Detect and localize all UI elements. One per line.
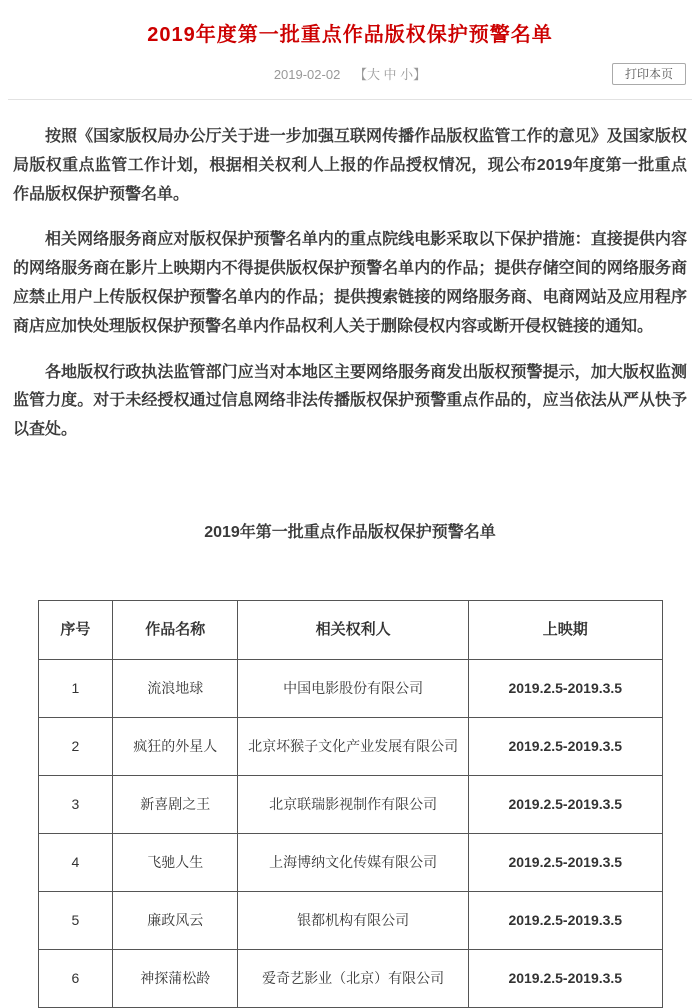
cell-release-period: 2019.2.5-2019.3.5 xyxy=(469,834,662,892)
table-row xyxy=(38,950,662,1008)
cell-rights-holder: 银都机构有限公司 xyxy=(238,892,469,950)
publish-date: 2019-02-02 xyxy=(273,67,341,82)
column-header-no: 序号 xyxy=(38,600,113,660)
cell-title: 飞驰人生 xyxy=(113,834,238,892)
cell-no: 3 xyxy=(38,776,113,834)
table-row xyxy=(38,834,662,892)
cell-rights-holder: 北京坏猴子文化产业发展有限公司 xyxy=(238,718,469,776)
column-header-title: 作品名称 xyxy=(113,600,238,660)
article-paragraph-1: 按照《国家版权局办公厅关于进一步加强互联网传播作品版权监管工作的意见》及国家版权局版权重点监管工作计划，根据相关权利人上报的作品授权情况，现公布2019年度第一批重点作品版权保护预警名单。 xyxy=(13,128,687,203)
cell-title: 流浪地球 xyxy=(113,660,238,718)
table-header-row xyxy=(38,600,662,660)
cell-title: 疯狂的外星人 xyxy=(113,718,238,776)
cell-title: 神探蒲松龄 xyxy=(113,950,238,1008)
cell-release-period: 2019.2.5-2019.3.5 xyxy=(469,718,662,776)
page-title: 2019年度第一批重点作品版权保护预警名单 xyxy=(147,24,553,46)
copyright-warning-table xyxy=(38,600,663,1008)
table-caption: 2019年第一批重点作品版权保护预警名单 xyxy=(204,523,496,541)
cell-title: 新喜剧之王 xyxy=(113,776,238,834)
article-paragraph-2: 相关网络服务商应对版权保护预警名单内的重点院线电影采取以下保护措施：直接提供内容的网络服务商在影片上映期内不得提供版权保护预警名单内的作品；提供存储空间的网络服务商应禁止用户上传版权保护预警名单内的作品；提供搜索链接的网络服务商、电商网站及应用程序商店应加快处理版权保护预警名单内作品权利人关于删除侵权内容或断开侵权链接的通知。 xyxy=(13,231,687,335)
column-header-release-period: 上映期 xyxy=(469,600,662,660)
cell-no: 4 xyxy=(38,834,113,892)
article-paragraph-3: 各地版权行政执法监管部门应当对本地区主要网络服务商发出版权预警提示，加大版权监测监管力度。对于未经授权通过信息网络非法传播版权保护预警重点作品的，应当依法从严从快予以查处。 xyxy=(13,363,687,439)
cell-release-period: 2019.2.5-2019.3.5 xyxy=(469,776,662,834)
cell-rights-holder: 北京联瑞影视制作有限公司 xyxy=(238,776,469,834)
cell-no: 5 xyxy=(38,892,113,950)
cell-release-period: 2019.2.5-2019.3.5 xyxy=(469,892,662,950)
print-page-button[interactable]: 打印本页 xyxy=(612,63,686,85)
table-row xyxy=(38,718,662,776)
article-meta xyxy=(0,63,700,87)
article-body xyxy=(0,100,700,445)
cell-rights-holder: 爱奇艺影业（北京）有限公司 xyxy=(238,950,469,1008)
cell-no: 2 xyxy=(38,718,113,776)
cell-no: 6 xyxy=(38,950,113,1008)
table-row xyxy=(38,776,662,834)
cell-title: 廉政风云 xyxy=(113,892,238,950)
font-size-controls[interactable]: 【大 中 小】 xyxy=(353,67,427,82)
table-row xyxy=(38,660,662,718)
column-header-rights-holder: 相关权利人 xyxy=(238,600,469,660)
cell-rights-holder: 中国电影股份有限公司 xyxy=(238,660,469,718)
page-header xyxy=(0,0,700,47)
cell-release-period: 2019.2.5-2019.3.5 xyxy=(469,950,662,1008)
cell-rights-holder: 上海博纳文化传媒有限公司 xyxy=(238,834,469,892)
table-row xyxy=(38,892,662,950)
cell-no: 1 xyxy=(38,660,113,718)
cell-release-period: 2019.2.5-2019.3.5 xyxy=(469,660,662,718)
